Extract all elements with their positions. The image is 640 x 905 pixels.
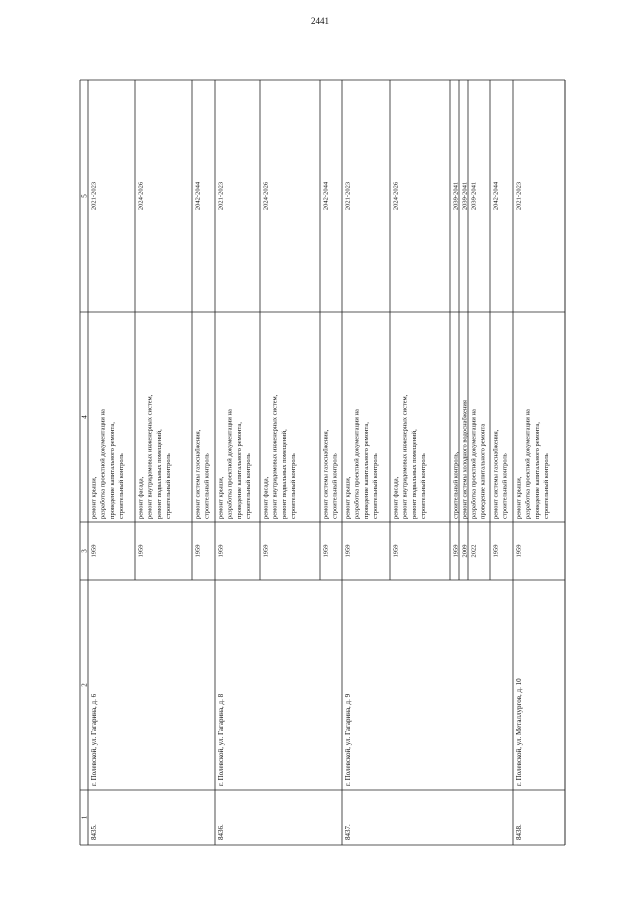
build-year: 1959 [515,544,523,558]
record-address: г. Полевской, ул. Гагарина, д. 9 [344,693,352,786]
work-line: разработка проектной документации на [353,409,361,519]
work-line: строительный контроль [118,453,126,519]
work-line: проведение капитального ремонта, [108,422,116,519]
repair-period: 2024-2026 [392,181,400,211]
work-line: ремонт системы газоснабжения, [322,429,330,519]
record-address: г. Полевской, ул. Металлургов, д. 10 [515,678,523,786]
work-line: разработка проектной документации на [524,409,532,519]
repair-period: 2021-2023 [344,181,352,211]
build-year: 1959 [344,544,352,558]
build-year: 2022 [470,544,478,558]
work-line: строительный контроль [372,453,380,519]
work-line: ремонт фасада, [262,476,270,519]
work-line: ремонт крыши, [90,476,98,519]
work-line: разработка проектной документации на [470,409,478,519]
work-line: строительный контроль [501,453,509,519]
repair-period: 2039-2041 [470,181,478,211]
work-line: ремонт подвальных помещений, [280,429,288,519]
record-number: 8436. [217,824,225,840]
work-line: ремонт крыши, [515,476,523,519]
table-header-row [81,194,89,820]
work-line: ремонт системы газоснабжения, [194,429,202,519]
column-header-3: 3 [80,549,89,553]
work-line: строительный контроль [203,453,211,519]
build-year: 1959 [262,544,270,558]
work-line: проведение капитального ремонта [479,423,487,519]
build-year: 1959 [217,544,225,558]
work-line: строительный контроль [165,453,173,519]
work-line: разработка проектной документации на [99,409,107,519]
work-line: ремонт системы газоснабжения, [492,429,500,519]
repair-period: 2042-2044 [492,181,500,211]
work-line: ремонт фасада, [137,476,145,519]
repair-period: 2024-2026 [262,181,270,211]
build-year: 1959 [90,544,98,558]
work-line: строительный контроль, [452,451,460,519]
build-year: 2009 [461,544,469,558]
work-line: ремонт крыши, [217,476,225,519]
repair-period: 2039-2041 [452,181,460,211]
build-year: 1959 [194,544,202,558]
work-line: ремонт подвальных помещений, [155,429,163,519]
work-line: строительный контроль [245,453,253,519]
record-number: 8435. [90,824,98,840]
record-number: 8437. [344,824,352,840]
column-header-2: 2 [80,683,89,687]
work-line: строительный контроль [290,453,298,519]
work-line: строительный контроль [331,453,339,519]
repair-period: 2042-2044 [322,181,330,211]
build-year: 1959 [492,544,500,558]
build-year: 1959 [452,544,460,558]
page-number: 2441 [311,16,329,26]
record-number: 8438. [515,824,523,840]
work-line: проведение капитального ремонта, [235,422,243,519]
work-line: разработка проектной документации на [226,409,234,519]
work-line: ремонт внутридомовых инженерных систем, [401,394,409,519]
work-line: строительный контроль [543,453,551,519]
work-line: строительный контроль [420,453,428,519]
work-line: ремонт фасада, [392,476,400,519]
repair-period: 2024-2026 [137,181,145,211]
record-address: г. Полевской, ул. Гагарина, д. 6 [90,693,98,786]
column-header-1: 1 [80,815,89,820]
repair-period: 2021-2023 [90,181,98,211]
record-address: г. Полевской, ул. Гагарина, д. 8 [217,693,225,786]
build-year: 1959 [137,544,145,558]
work-line: проведение капитального ремонта, [533,422,541,519]
column-header-5: 5 [80,194,89,198]
build-year: 1959 [322,544,330,558]
repair-period: 2021-2023 [515,181,523,211]
work-line: проведение капитального ремонта, [362,422,370,519]
work-line: ремонт подвальных помещений, [410,429,418,519]
repair-period: 2039-2041 [461,181,469,211]
repair-period: 2021-2023 [217,181,225,211]
work-line: ремонт внутридомовых инженерных систем, [146,394,154,519]
column-header-4: 4 [80,415,89,419]
work-line: ремонт внутридомовых инженерных систем, [271,394,279,519]
build-year: 1959 [392,544,400,558]
work-line: ремонт крыши, [344,476,352,519]
repair-period: 2042-2044 [194,181,202,211]
work-line: ремонт системы холодного водоснабжения [461,400,469,519]
